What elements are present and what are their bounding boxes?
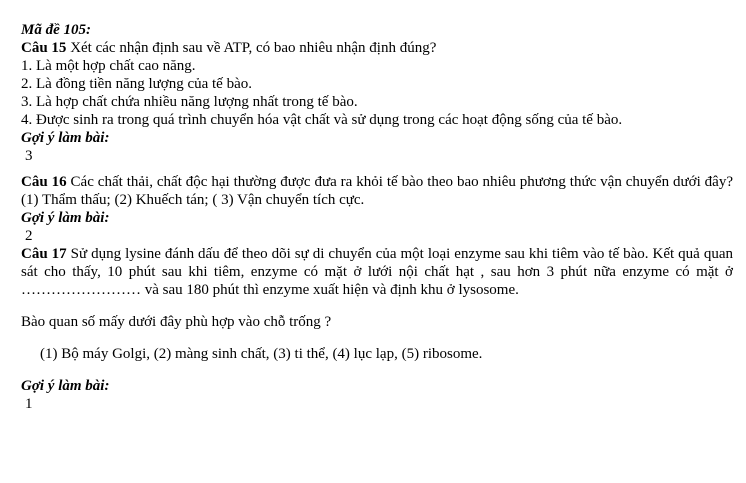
question-17-label: Câu 17 (21, 246, 67, 262)
question-16-text: Các chất thải, chất độc hại thường được đưa ra khỏi tế bào theo bao nhiêu phương thức vận chuyển dưới đây? (1) Thẩm thấu; (2) Khuếch tán; ( 3) Vận chuyển tích cực. (21, 174, 733, 208)
q17-options: (1) Bộ máy Golgi, (2) màng sinh chất, (3) ti thể, (4) lục lạp, (5) ribosome. (40, 346, 483, 362)
question-17-text: Sử dụng lysine đánh dấu để theo dõi sự di chuyển của một loại enzyme sau khi tiêm vào tế bào. Kết quả quan sát cho thấy, 10 phút sau khi tiêm, enzyme có mặt ở lưới nội chất hạt , sau hơn 3 phút nữa enzyme có mặt ở …………………… và sau 180 phút thì enzyme xuất hiện và định khu ở lysosome. (21, 246, 733, 298)
q16-answer: 2 (25, 228, 33, 244)
question-15 (21, 39, 733, 57)
question-17 (21, 245, 733, 299)
q17-hint-label: Gợi ý làm bài: (21, 378, 110, 394)
q15-item-4: 4. Được sinh ra trong quá trình chuyển hóa vật chất và sử dụng trong các hoạt động sống của tế bào. (21, 112, 623, 128)
q16-hint-label: Gợi ý làm bài: (21, 210, 110, 226)
question-15-text: Xét các nhận định sau về ATP, có bao nhiêu nhận định đúng? (66, 40, 437, 56)
q15-hint-label: Gợi ý làm bài: (21, 130, 110, 146)
q15-item-2: 2. Là đồng tiền năng lượng của tế bào. (21, 76, 252, 92)
question-15-label: Câu 15 (21, 40, 67, 56)
question-16-label: Câu 16 (21, 174, 67, 190)
q15-answer: 3 (25, 148, 33, 164)
q15-item-1: 1. Là một hợp chất cao năng. (21, 58, 196, 74)
q15-item-3: 3. Là hợp chất chứa nhiều năng lượng nhất trong tế bào. (21, 94, 358, 110)
question-16 (21, 173, 733, 209)
document-page (21, 0, 733, 413)
q17-answer: 1 (25, 396, 33, 412)
q17-question: Bào quan số mấy dưới đây phù hợp vào chỗ trống ? (21, 314, 332, 330)
exam-code: Mã đề 105: (21, 22, 91, 38)
